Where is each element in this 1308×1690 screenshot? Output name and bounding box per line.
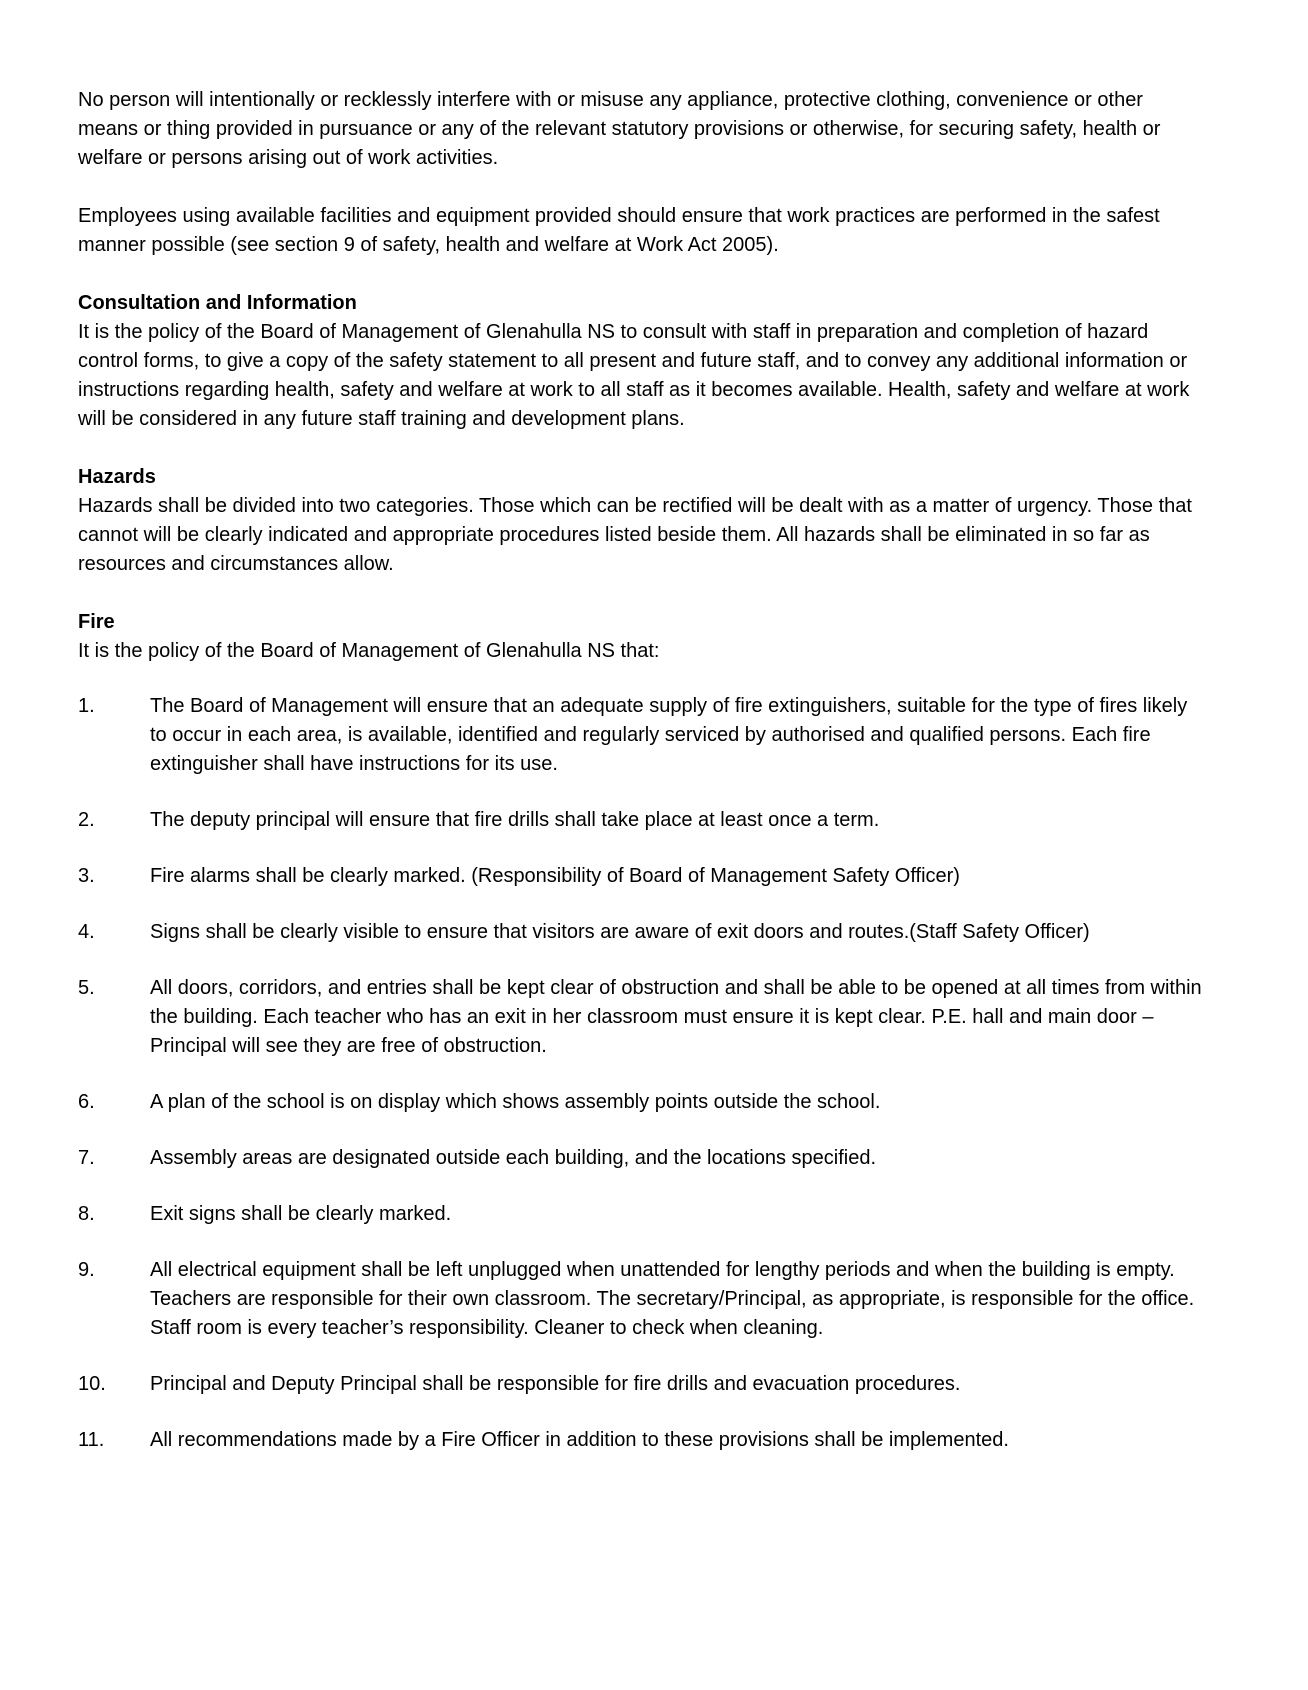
list-item-number: 8. — [78, 1203, 95, 1225]
section-heading-fire: Fire — [78, 611, 115, 633]
list-item-number: 10. — [78, 1373, 106, 1395]
list-item-number: 1. — [78, 695, 95, 717]
list-item — [78, 1144, 1208, 1173]
list-item-text: All doors, corridors, and entries shall be kept clear of obstruction and shall be able to be opened at all times from within the building. Each teacher who has an exit in her classroom must ensure it is kept clear. P.E. hall and main door – Principal will see they are free of obstruction. — [150, 977, 1202, 1057]
list-item-text: The Board of Management will ensure that an adequate supply of fire extinguishers, suitable for the type of fires likely to occur in each area, is available, identified and regularly serviced by authorised and qualified persons. Each fire extinguisher shall have instructions for its use. — [150, 695, 1188, 775]
list-item-text: A plan of the school is on display which shows assembly points outside the school. — [150, 1091, 881, 1113]
section-body-consultation: It is the policy of the Board of Management of Glenahulla NS to consult with staff in preparation and completion of hazard control forms, to give a copy of the safety statement to all present and future staff, and to convey any additional information or instructions regarding health, safety and welfare at work to all staff as it becomes available. Health, safety and welfare at work will be considered in any future staff training and development plans. — [78, 321, 1190, 430]
list-item-text: Exit signs shall be clearly marked. — [150, 1203, 452, 1225]
list-item-number: 3. — [78, 865, 95, 887]
list-item-text: All recommendations made by a Fire Officer in addition to these provisions shall be implemented. — [150, 1429, 1009, 1451]
fire-numbered-list — [78, 692, 1208, 1455]
list-item — [78, 1200, 1208, 1229]
intro-paragraph: No person will intentionally or recklessly interfere with or misuse any appliance, protective clothing, convenience or other means or thing provided in pursuance or any of the relevant statutory provisions or otherwise, for securing safety, health or welfare or persons arising out of work activities. — [78, 89, 1161, 169]
list-item — [78, 1088, 1208, 1117]
list-item-text: Fire alarms shall be clearly marked. (Responsibility of Board of Management Safety Officer) — [150, 865, 960, 887]
section-heading-hazards: Hazards — [78, 466, 156, 488]
list-item-number: 2. — [78, 809, 95, 831]
list-item-text: All electrical equipment shall be left unplugged when unattended for lengthy periods and when the building is empty. Teachers are responsible for their own classroom. The secretary/Principal, as appropriate, is responsible for the office. Staff room is every teacher’s responsibility. Cleaner to check when cleaning. — [150, 1259, 1195, 1339]
list-item-number: 5. — [78, 977, 95, 999]
list-item-number: 11. — [78, 1429, 105, 1451]
list-item — [78, 1370, 1208, 1399]
list-item — [78, 918, 1208, 947]
list-item-text: The deputy principal will ensure that fire drills shall take place at least once a term. — [150, 809, 880, 831]
section-intro-fire: It is the policy of the Board of Management of Glenahulla NS that: — [78, 640, 660, 662]
list-item-number: 9. — [78, 1259, 95, 1281]
list-item — [78, 862, 1208, 891]
document-content — [78, 86, 1208, 1455]
section-body-hazards: Hazards shall be divided into two categories. Those which can be rectified will be dealt with as a matter of urgency. Those that cannot will be clearly indicated and appropriate procedures listed beside them. All hazards shall be eliminated in so far as resources and circumstances allow. — [78, 495, 1192, 575]
list-item-number: 7. — [78, 1147, 95, 1169]
list-item — [78, 1256, 1208, 1343]
list-item — [78, 1426, 1208, 1455]
list-item — [78, 806, 1208, 835]
list-item-text: Assembly areas are designated outside each building, and the locations specified. — [150, 1147, 877, 1169]
list-item-text: Principal and Deputy Principal shall be responsible for fire drills and evacuation procedures. — [150, 1373, 961, 1395]
intro-paragraph: Employees using available facilities and equipment provided should ensure that work practices are performed in the safest manner possible (see section 9 of safety, health and welfare at Work Act 2005). — [78, 205, 1160, 256]
list-item — [78, 692, 1208, 779]
list-item-number: 4. — [78, 921, 95, 943]
section-heading-consultation: Consultation and Information — [78, 292, 357, 314]
list-item-number: 6. — [78, 1091, 95, 1113]
list-item-text: Signs shall be clearly visible to ensure that visitors are aware of exit doors and routes.(Staff Safety Officer) — [150, 921, 1090, 943]
list-item — [78, 974, 1208, 1061]
